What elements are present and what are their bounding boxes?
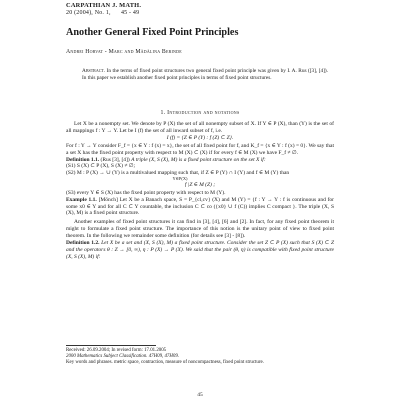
condition-s3: (S3) every Y ∈ S (X) has the fixed point property with respect to M (Y). xyxy=(66,189,226,196)
definition-2-text: Let X be a set and (X, S (X), M) a fixed point structure. Consider the set Z ⊂ P (X) such that S (X) ⊂ Z and the operators θ : Z → [0, ∞), η : P (X) → P (X). We said that the pair (θ, η) is compatible with fixed point structure (X, S (X), M) if: xyxy=(66,240,335,260)
definition-1-label: Definition 1.1. xyxy=(66,156,100,163)
condition-s1: (S1) S (X) ⊂ P (X), S (X) ≠ ∅; xyxy=(66,163,136,170)
definition-1-text: A triple (X, S (X), M) is a fixed point structure on the set X if: xyxy=(131,156,266,163)
journal-pages: 45 - 49 xyxy=(120,9,140,16)
definition-1-ref: (Rus [3], [4]) xyxy=(100,156,130,163)
paragraph-2: For f : Y → Y consider F_f = {x ∈ Y : f (x) = x}, the set of all fixed point for f, and K_f = {x ∈ Y : f (x) = 0}. We say that a set X has the fixed point property with respect to M (X) ⊂ (X) if for every f ∈ M (X) we have F_f ≠ ∅. xyxy=(66,142,334,156)
example-1 xyxy=(66,197,334,218)
journal-issue xyxy=(66,10,141,18)
equation-2: f |Z ∈ M (Z) ; xyxy=(184,182,216,189)
equation-1: I (f) = {Z ∈ P (Y) : f (Z) ⊂ Z}. xyxy=(166,135,234,142)
paper-title: Another General Fixed Point Principles xyxy=(66,27,239,38)
abstract-text: In the terms of fixed point structures two general fixed point principle was given by I. A. Rus ([3], [4]). In this paper we establish another fixed point principles in terms of fixed point structures. xyxy=(82,68,328,81)
abstract-label: Abstract. xyxy=(82,68,106,74)
paragraph-1: Let X be a nonempty set. We denote by P (X) the set of all nonempty subset of X. If Y ∈ P (X), than (Y) is the set of all mappings f : Y → Y. Let be I (f) the set of all inward subset of f, i.e. xyxy=(66,121,334,134)
footnote-rule xyxy=(66,345,156,346)
footnote-keywords: Key words and phrases. metric space, contraction, measure of noncompactness, fixed point structure. xyxy=(66,360,264,365)
definition-2-label: Definition 1.2. xyxy=(66,240,100,247)
condition-s2: (S2) M : P (X) → ∪ (Y) is a multivalued mapping such that, if Z ∈ P (Y) ∩ I (Y) and f ∈ M (Y) than xyxy=(66,170,290,177)
footnote-msc: 2000 Mathematics Subject Classification. 47H09, 47H09. xyxy=(66,354,180,359)
journal-name: CARPATHIAN J. MATH. xyxy=(66,2,142,9)
footnote xyxy=(66,348,334,366)
paper-authors: Andrei Horvat - Marc and Mădălina Berinde xyxy=(66,49,182,55)
condition-s2-subscript: Y∈P(X) xyxy=(172,176,188,182)
abstract xyxy=(82,68,328,81)
footnote-received: Received: 26.09.2004; In revised form: 17.01.2005 xyxy=(66,348,167,353)
page-number: 45 xyxy=(197,392,203,398)
definition-2 xyxy=(66,240,334,261)
paper-body xyxy=(66,121,334,261)
section-heading: 1. Introduction and notations xyxy=(160,110,240,116)
journal-header xyxy=(66,2,141,17)
journal-issue-number: 20 (2004), No. 1, xyxy=(66,9,111,16)
example-1-label: Example 1.1. xyxy=(66,196,97,203)
paragraph-3: Another examples of fixed point structures it can find in [3], [4], [6] and [2]. In fact, for any fixed point theorem it might to formulate a fixed point structure. The importance of this notion is the unitary point of view to fixed point theorem. In the following we remainder some definition (for details see [3] - [8]). xyxy=(66,219,334,240)
example-1-text: [Mönch] Let X be a Banach space, S = P_{cl,cv} (X) and M (Y) = {f : Y → Y : f is continuous and for some x0 ∈ Y and for all C ⊂ Y countable, the inclusion C ⊂ co ({x0} ∪ f (C)) implies C compact }. The triple (X, S (X), M) is a fixed point structure. xyxy=(66,196,334,217)
